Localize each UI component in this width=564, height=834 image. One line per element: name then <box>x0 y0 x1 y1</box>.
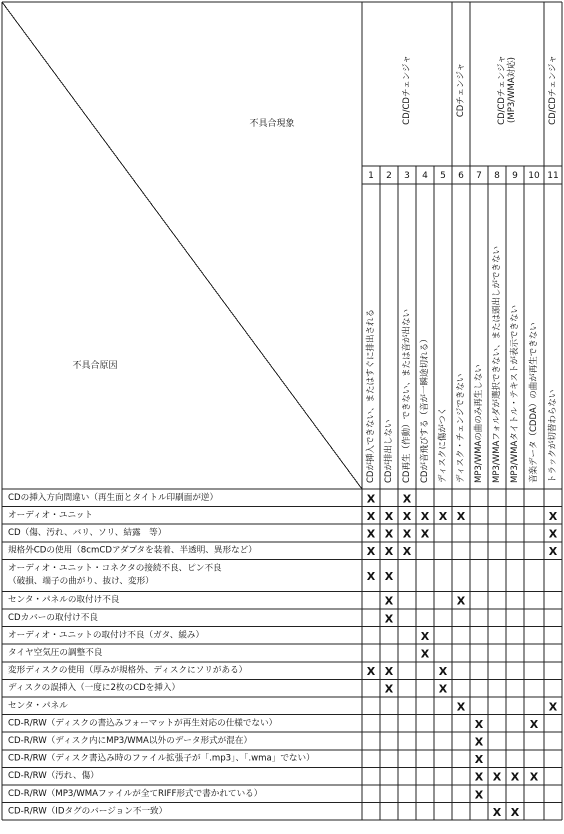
column-symptom-label: 音楽データ（CDDA）の曲が再生できない <box>529 322 539 483</box>
row-cause-label: 規格外CDの使用（8cmCDアダプタを装着、半透明、異形など） <box>8 545 257 556</box>
column-symptom-label: トラックが切替わらない <box>548 389 558 483</box>
column-number: 4 <box>422 171 428 181</box>
x-mark: X <box>420 647 430 661</box>
row-cause-label: CDの挿入方向間違い（再生面とタイトル印刷面が逆） <box>8 492 219 503</box>
row-cause-label: タイヤ空気圧の調整不良 <box>8 648 103 658</box>
column-number: 9 <box>512 171 518 181</box>
row-cause-label: CD-R/RW（ディスクの書込みフォーマットが再生対応の仕様でない） <box>8 718 278 729</box>
cause-title: 不具合原因 <box>72 361 118 371</box>
column-group-label: CD/CDチェンジャ <box>402 55 412 125</box>
x-mark: X <box>510 805 520 819</box>
x-mark: X <box>529 717 539 731</box>
row-cause-label: CD-R/RW（ディスク内にMP3/WMA以外のデータ形式が混在） <box>8 736 253 746</box>
x-mark: X <box>384 665 394 679</box>
row-cause-label: オーディオ・ユニット <box>8 510 93 521</box>
row-cause-label: CD-R/RW（ディスク書込み時のファイル拡張子が「.mp3」、「.wma」でない） <box>8 753 315 764</box>
x-mark: X <box>420 509 430 523</box>
x-mark: X <box>456 509 466 523</box>
phenomenon-title: 不具合現象 <box>249 119 295 129</box>
x-mark: X <box>474 770 484 784</box>
x-mark: X <box>492 805 502 819</box>
column-number: 8 <box>494 171 500 181</box>
x-mark: X <box>548 527 558 541</box>
x-mark: X <box>456 594 466 608</box>
column-group-label: CDチェンジャ <box>456 62 466 118</box>
column-symptom-label: ディスク・チェンジできない <box>456 373 466 483</box>
column-group-label: CD/CDチェンジャ <box>548 55 558 125</box>
column-number: 3 <box>404 171 410 181</box>
row-cause-label: CDカバーの取付け不良 <box>8 612 98 623</box>
column-number: 7 <box>476 171 482 181</box>
x-mark: X <box>366 492 376 506</box>
x-mark: X <box>510 770 520 784</box>
x-mark: X <box>384 594 394 608</box>
column-symptom-label: CDが排出しない <box>384 419 394 483</box>
row-cause-label: オーディオ・ユニット・コネクタの接続不良、ピン不良 <box>8 563 222 574</box>
x-mark: X <box>438 682 448 696</box>
x-mark: X <box>474 753 484 767</box>
column-number: 5 <box>440 171 446 181</box>
column-number: 10 <box>528 171 540 181</box>
column-group-label: CD/CDチェンジャ <box>497 55 507 125</box>
row-cause-label: センタ・パネルの取付け不良 <box>8 595 120 606</box>
x-mark: X <box>366 545 376 559</box>
x-mark: X <box>402 527 412 541</box>
header-diagonal <box>2 2 362 489</box>
column-number: 2 <box>386 171 392 181</box>
x-mark: X <box>492 770 502 784</box>
column-symptom-label: CDが挿入できない、またはすぐに排出される <box>366 309 376 483</box>
x-mark: X <box>366 509 376 523</box>
column-number: 1 <box>368 171 374 181</box>
x-mark: X <box>366 665 376 679</box>
column-symptom-label: CD再生（作動）できない、または音が出ない <box>402 309 412 483</box>
row-cause-label: CD-R/RW（IDタグのバージョン不一致） <box>8 806 168 817</box>
x-mark: X <box>402 545 412 559</box>
x-mark: X <box>438 665 448 679</box>
x-mark: X <box>420 629 430 643</box>
column-symptom-label: MP3/WMAの曲のみ再生しない <box>474 364 484 483</box>
table-labels <box>8 55 559 816</box>
row-cause-label: 変形ディスクの使用（厚みが規格外、ディスクにソリがある） <box>8 665 248 676</box>
x-mark: X <box>384 509 394 523</box>
x-mark: X <box>548 545 558 559</box>
row-cause-label: センタ・パネル <box>8 700 68 711</box>
x-mark: X <box>366 569 376 583</box>
row-cause-label: CD（傷、汚れ、バリ、ソリ、結露 等） <box>8 528 167 538</box>
row-cause-label: CD-R/RW（汚れ、傷） <box>8 771 99 782</box>
column-symptom-label: MP3/WMAタイトル・テキストが表示できない <box>510 305 520 483</box>
column-symptom-label: ディスクに傷がつく <box>438 407 448 483</box>
row-cause-label: ディスクの誤挿入（一度に2枚のCDを挿入） <box>8 683 181 694</box>
row-cause-label: （破損、端子の曲がり、抜け、変形） <box>8 576 154 587</box>
table-marks <box>367 492 558 819</box>
column-group-label: (MP3/WMA対応) <box>507 57 517 123</box>
x-mark: X <box>384 527 394 541</box>
x-mark: X <box>474 788 484 802</box>
column-symptom-label: MP3/WMAフォルダが選択できない、または頭出しができない <box>492 245 502 483</box>
column-number: 11 <box>547 171 559 181</box>
x-mark: X <box>474 735 484 749</box>
x-mark: X <box>384 612 394 626</box>
x-mark: X <box>456 700 466 714</box>
x-mark: X <box>402 492 412 506</box>
x-mark: X <box>548 509 558 523</box>
x-mark: X <box>420 527 430 541</box>
x-mark: X <box>402 509 412 523</box>
x-mark: X <box>384 682 394 696</box>
x-mark: X <box>384 569 394 583</box>
x-mark: X <box>438 509 448 523</box>
x-mark: X <box>384 545 394 559</box>
x-mark: X <box>366 527 376 541</box>
x-mark: X <box>548 700 558 714</box>
column-symptom-label: CDが音飛びする（音が一瞬途切れる） <box>420 334 430 483</box>
x-mark: X <box>529 770 539 784</box>
column-number: 6 <box>458 171 464 181</box>
row-cause-label: CD-R/RW（MP3/WMAファイルが全てRIFF形式で書かれている） <box>8 788 263 799</box>
row-cause-label: オーディオ・ユニットの取付け不良（ガタ、緩み） <box>8 630 205 641</box>
x-mark: X <box>474 717 484 731</box>
